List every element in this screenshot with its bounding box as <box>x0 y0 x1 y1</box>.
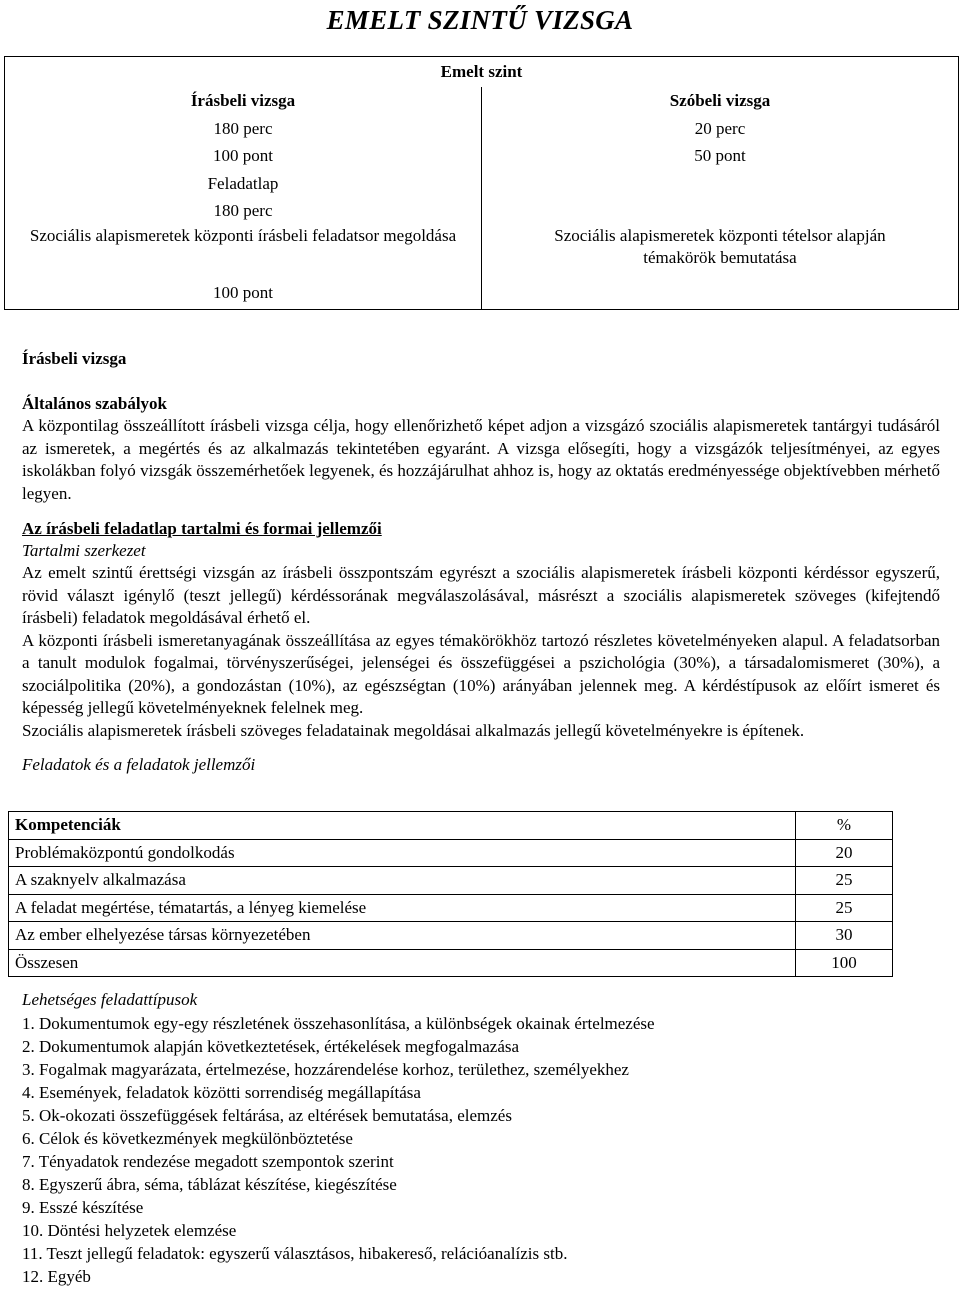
list-item: 12. Egyéb <box>22 1267 91 1286</box>
list-item: 1. Dokumentumok egy-egy részletének összehasonlítása, a különbségek okainak értelmezése <box>22 1014 655 1033</box>
page-title: EMELT SZINTŰ VIZSGA <box>326 5 634 35</box>
written-time: 180 perc <box>213 118 273 138</box>
tasks-subheading: Feladatok és a feladatok jellemzői <box>22 755 256 774</box>
written-exam-section <box>22 348 940 776</box>
table-row <box>9 922 893 950</box>
competency-label: A szaknyelv alkalmazása <box>9 867 796 895</box>
oral-column <box>482 87 959 309</box>
written-column <box>5 87 482 309</box>
competencies-header-pct: % <box>796 812 893 840</box>
oral-time: 20 perc <box>694 118 746 138</box>
competency-label: Problémaközpontú gondolkodás <box>9 839 796 867</box>
table-row <box>9 894 893 922</box>
oral-points: 50 pont <box>694 146 746 165</box>
table-row <box>9 867 893 895</box>
list-item: 4. Események, feladatok közötti sorrendiség megállapítása <box>22 1083 421 1102</box>
competency-pct: 100 <box>796 949 893 977</box>
general-rules-text: A központilag összeállított írásbeli vizsga célja, hogy ellenőrizhető képet adjon a vizsgázó szociális alapismeretek tantárgyi tudásáról az ismeretek, a megértés és az alkalmazás tekintetében egyaránt. A vizsga elősegíti, hogy a vizsgázók teljesítményei, az egyes iskolákban folyó vizsgák összemérhetőek legyenek, és hozzájárulhat ahhoz is, hogy az oktatás eredményessége objektívebben mérhető legyen. <box>22 416 940 503</box>
task-types-list <box>22 1012 922 1288</box>
list-item: 6. Célok és következmények megkülönböztetése <box>22 1129 353 1148</box>
level-heading: Emelt szint <box>5 57 959 88</box>
competency-pct: 25 <box>796 894 893 922</box>
task-types-section <box>22 989 922 1288</box>
structure-paragraph-1: Az emelt szintű érettségi vizsgán az írásbeli összpontszám egyrészt a szociális alapismeretek írásbeli központi kérdéssor egyszerű, rövid választ igénylő (teszt jellegű) kérdéssorának megválaszolásával, másrészt a szociális alapismeretek szöveges (kifejtendő írásbeli) feladatok megoldásával érhető el. <box>22 563 940 627</box>
competency-label: Összesen <box>9 949 796 977</box>
task-types-heading: Lehetséges feladattípusok <box>22 990 198 1009</box>
oral-heading: Szóbeli vizsga <box>669 91 771 110</box>
competency-pct: 20 <box>796 839 893 867</box>
competencies-table <box>8 811 893 977</box>
competency-pct: 30 <box>796 922 893 950</box>
features-heading: Az írásbeli feladatlap tartalmi és formai jellemzői <box>22 519 382 538</box>
list-item: 7. Tényadatok rendezése megadott szempontok szerint <box>22 1152 394 1171</box>
written-part-desc: Szociális alapismeretek központi írásbeli feladatsor megoldása <box>29 225 457 245</box>
competency-pct: 25 <box>796 867 893 895</box>
table-row <box>9 949 893 977</box>
list-item: 8. Egyszerű ábra, séma, táblázat készítése, kiegészítése <box>22 1175 397 1194</box>
structure-paragraph-2: A központi írásbeli ismeretanyagának összeállítása az egyes témakörökhöz tartozó részletes követelményeken alapul. A feladatsorban a tanult modulok fogalmai, törvényszerűségei, jelenségei és összefüggései a pszichológia (30%), a társadalomismeret (30%), a szociálpolitika (20%), a gondozástan (10%), az egészségtan (10%) arányában jelennek meg. A kérdéstípusok az előírt ismeret és képesség jellegű követelményeknek felelnek meg. <box>22 630 940 717</box>
competencies-header-label: Kompetenciák <box>9 812 796 840</box>
structure-paragraph-3: Szociális alapismeretek írásbeli szöveges feladatainak megoldásai alkalmazás jellegű követelményekre is építenek. <box>22 720 805 740</box>
written-exam-heading: Írásbeli vizsga <box>22 349 127 368</box>
competencies-header-row <box>9 812 893 840</box>
list-item: 3. Fogalmak magyarázata, értelmezése, hozzárendelése korhoz, területhez, személyekhez <box>22 1060 629 1079</box>
competency-label: Az ember elhelyezése társas környezetében <box>9 922 796 950</box>
list-item: 5. Ok-okozati összefüggések feltárása, az eltérések bemutatása, elemzés <box>22 1106 512 1125</box>
general-rules-heading: Általános szabályok <box>22 394 167 413</box>
written-part-time: 180 perc <box>213 201 273 220</box>
list-item: 11. Teszt jellegű feladatok: egyszerű választásos, hibakereső, relációanalízis stb. <box>22 1244 568 1263</box>
written-part-points: 100 pont <box>213 282 273 302</box>
written-part-name: Feladatlap <box>207 173 279 193</box>
competency-label: A feladat megértése, tématartás, a lényeg kiemelése <box>9 894 796 922</box>
list-item: 10. Döntési helyzetek elemzése <box>22 1221 237 1240</box>
list-item: 2. Dokumentumok alapján következtetések, értékelések megfogalmazása <box>22 1037 520 1056</box>
structure-subheading: Tartalmi szerkezet <box>22 541 146 560</box>
list-item: 9. Esszé készítése <box>22 1198 144 1217</box>
exam-overview-table <box>4 56 959 310</box>
table-row <box>9 839 893 867</box>
written-points: 100 pont <box>213 146 273 165</box>
oral-desc: Szociális alapismeretek központi tételsor alapján témakörök bemutatása <box>554 225 886 267</box>
written-heading: Írásbeli vizsga <box>190 91 296 110</box>
